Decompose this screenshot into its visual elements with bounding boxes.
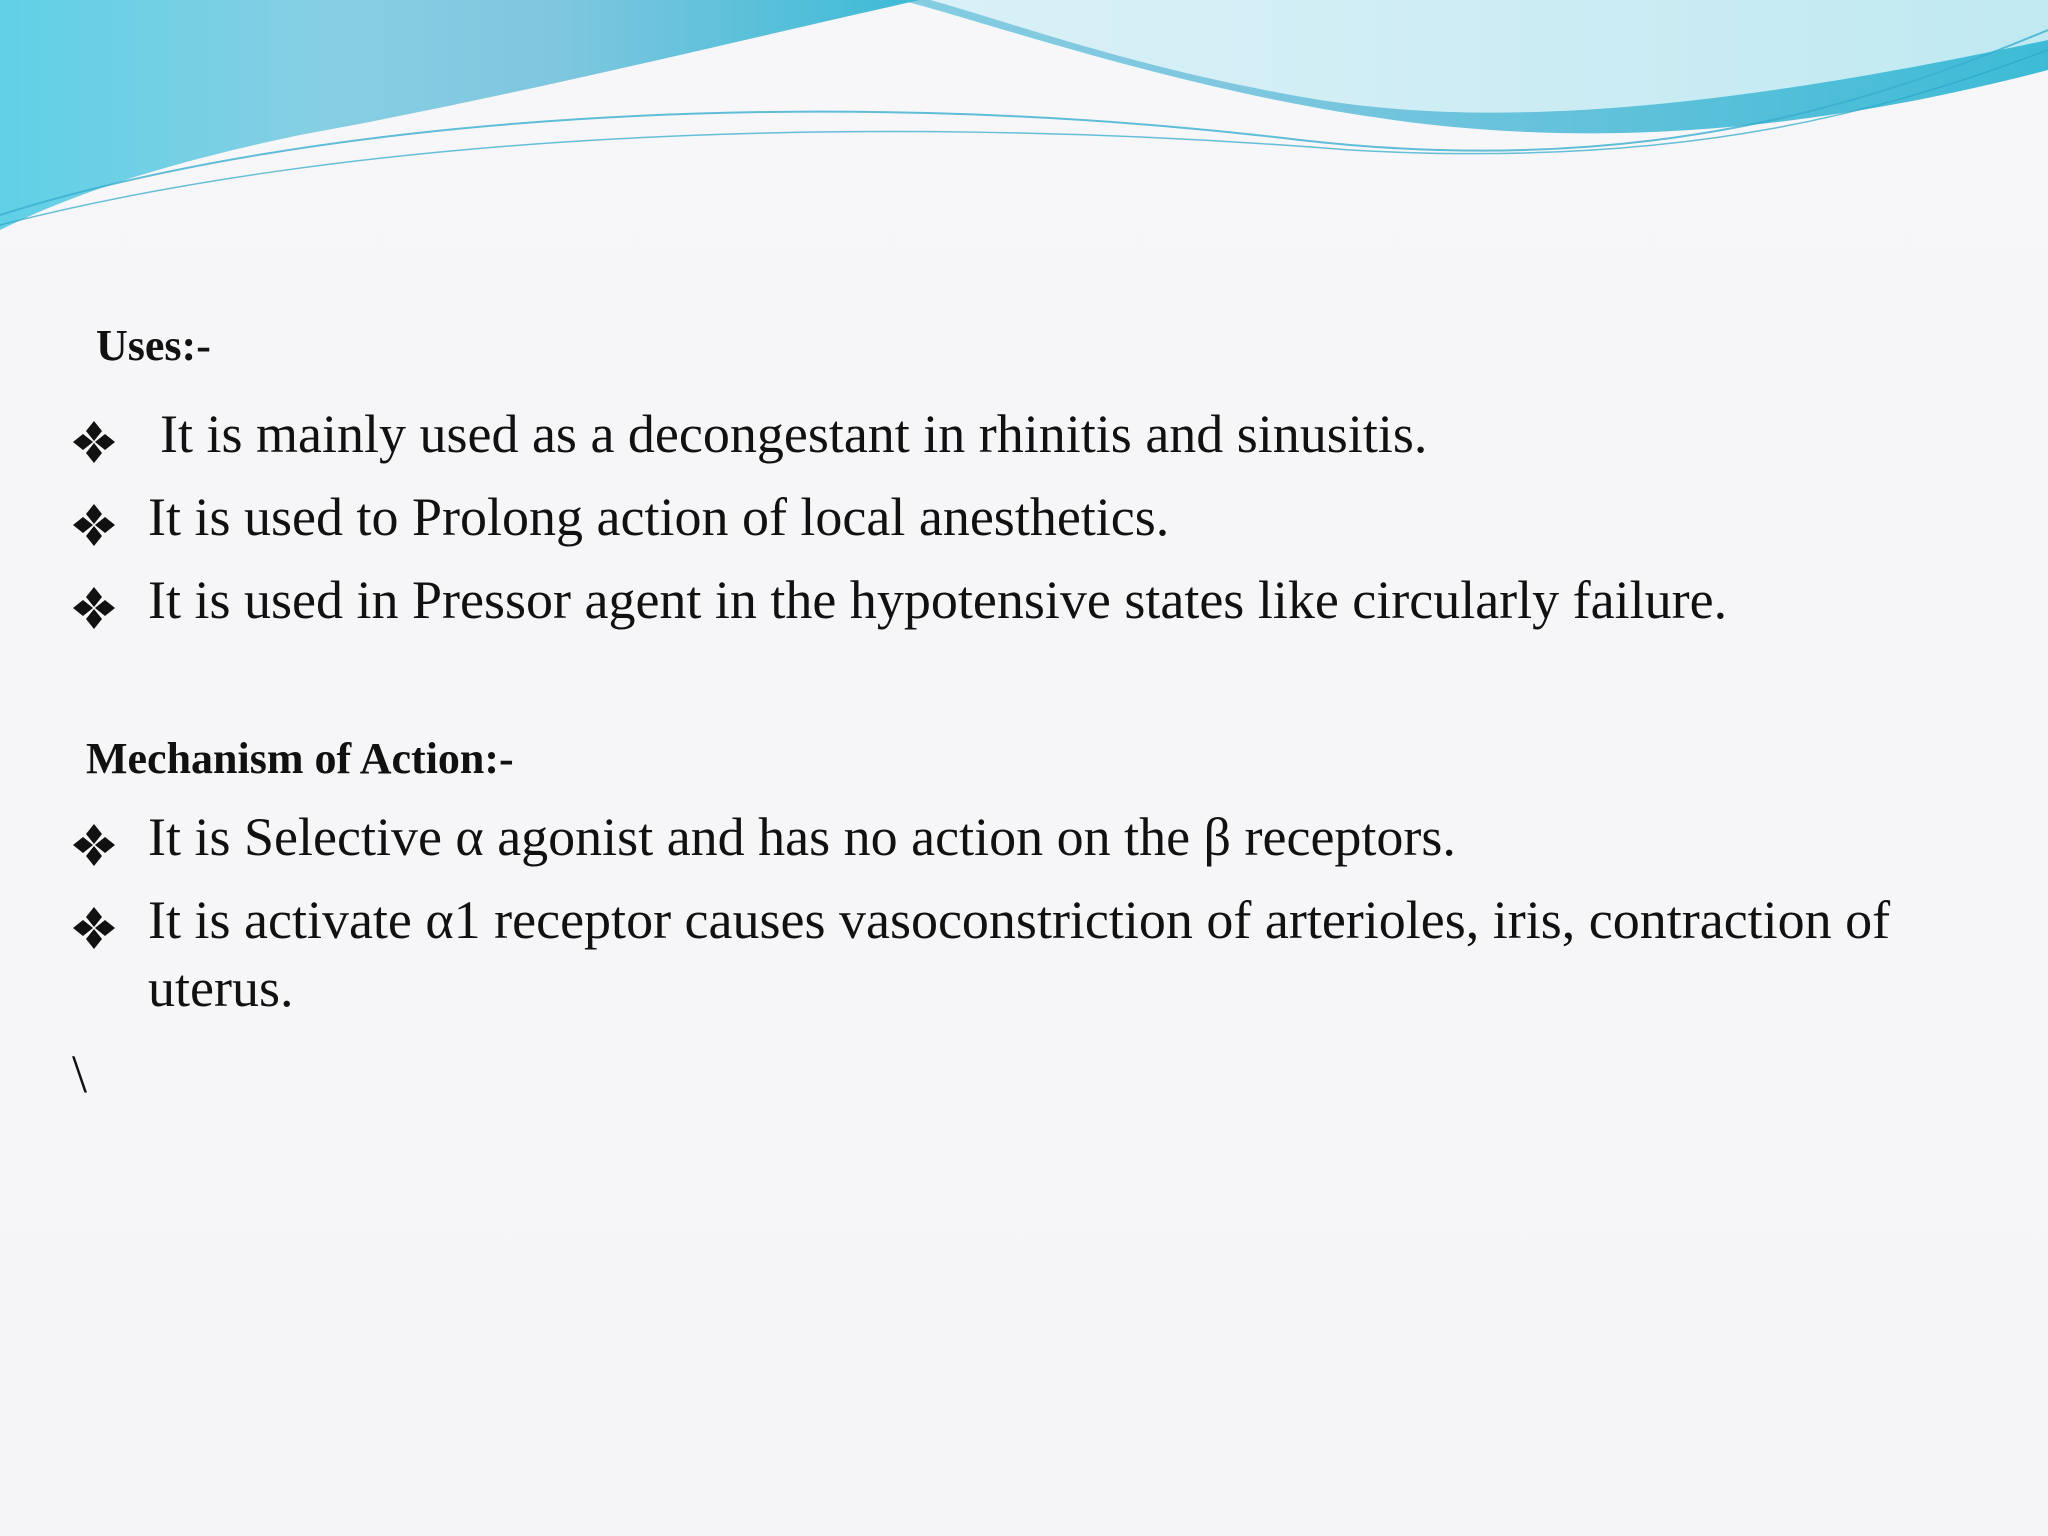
mechanism-heading: Mechanism of Action:-	[86, 734, 514, 783]
uses-list-item	[72, 483, 1972, 551]
uses-list-item	[72, 566, 1972, 634]
uses-item-text: It is used in Pressor agent in the hypotensive states like circularly failure.	[148, 570, 1728, 630]
four-diamond-bullet-icon	[72, 420, 116, 464]
four-diamond-bullet-icon	[72, 906, 116, 950]
mechanism-item-text: It is activate α1 receptor causes vasoconstriction of arterioles, iris, contraction of uterus.	[148, 890, 1891, 1018]
mechanism-list-item	[72, 803, 1972, 871]
mechanism-list-item	[72, 886, 1972, 1022]
uses-heading: Uses:-	[96, 321, 211, 370]
mechanism-list	[72, 803, 1972, 1037]
uses-item-text: It is mainly used as a decongestant in rhinitis and sinusitis.	[160, 404, 1428, 464]
stray-backslash-text: \	[72, 1044, 88, 1104]
uses-list-item	[72, 400, 1972, 468]
four-diamond-bullet-icon	[72, 586, 116, 630]
uses-item-text: It is used to Prolong action of local anesthetics.	[148, 487, 1170, 547]
four-diamond-bullet-icon	[72, 503, 116, 547]
uses-list	[72, 400, 1972, 649]
mechanism-item-text: It is Selective α agonist and has no action on the β receptors.	[148, 807, 1456, 867]
four-diamond-bullet-icon	[72, 823, 116, 867]
